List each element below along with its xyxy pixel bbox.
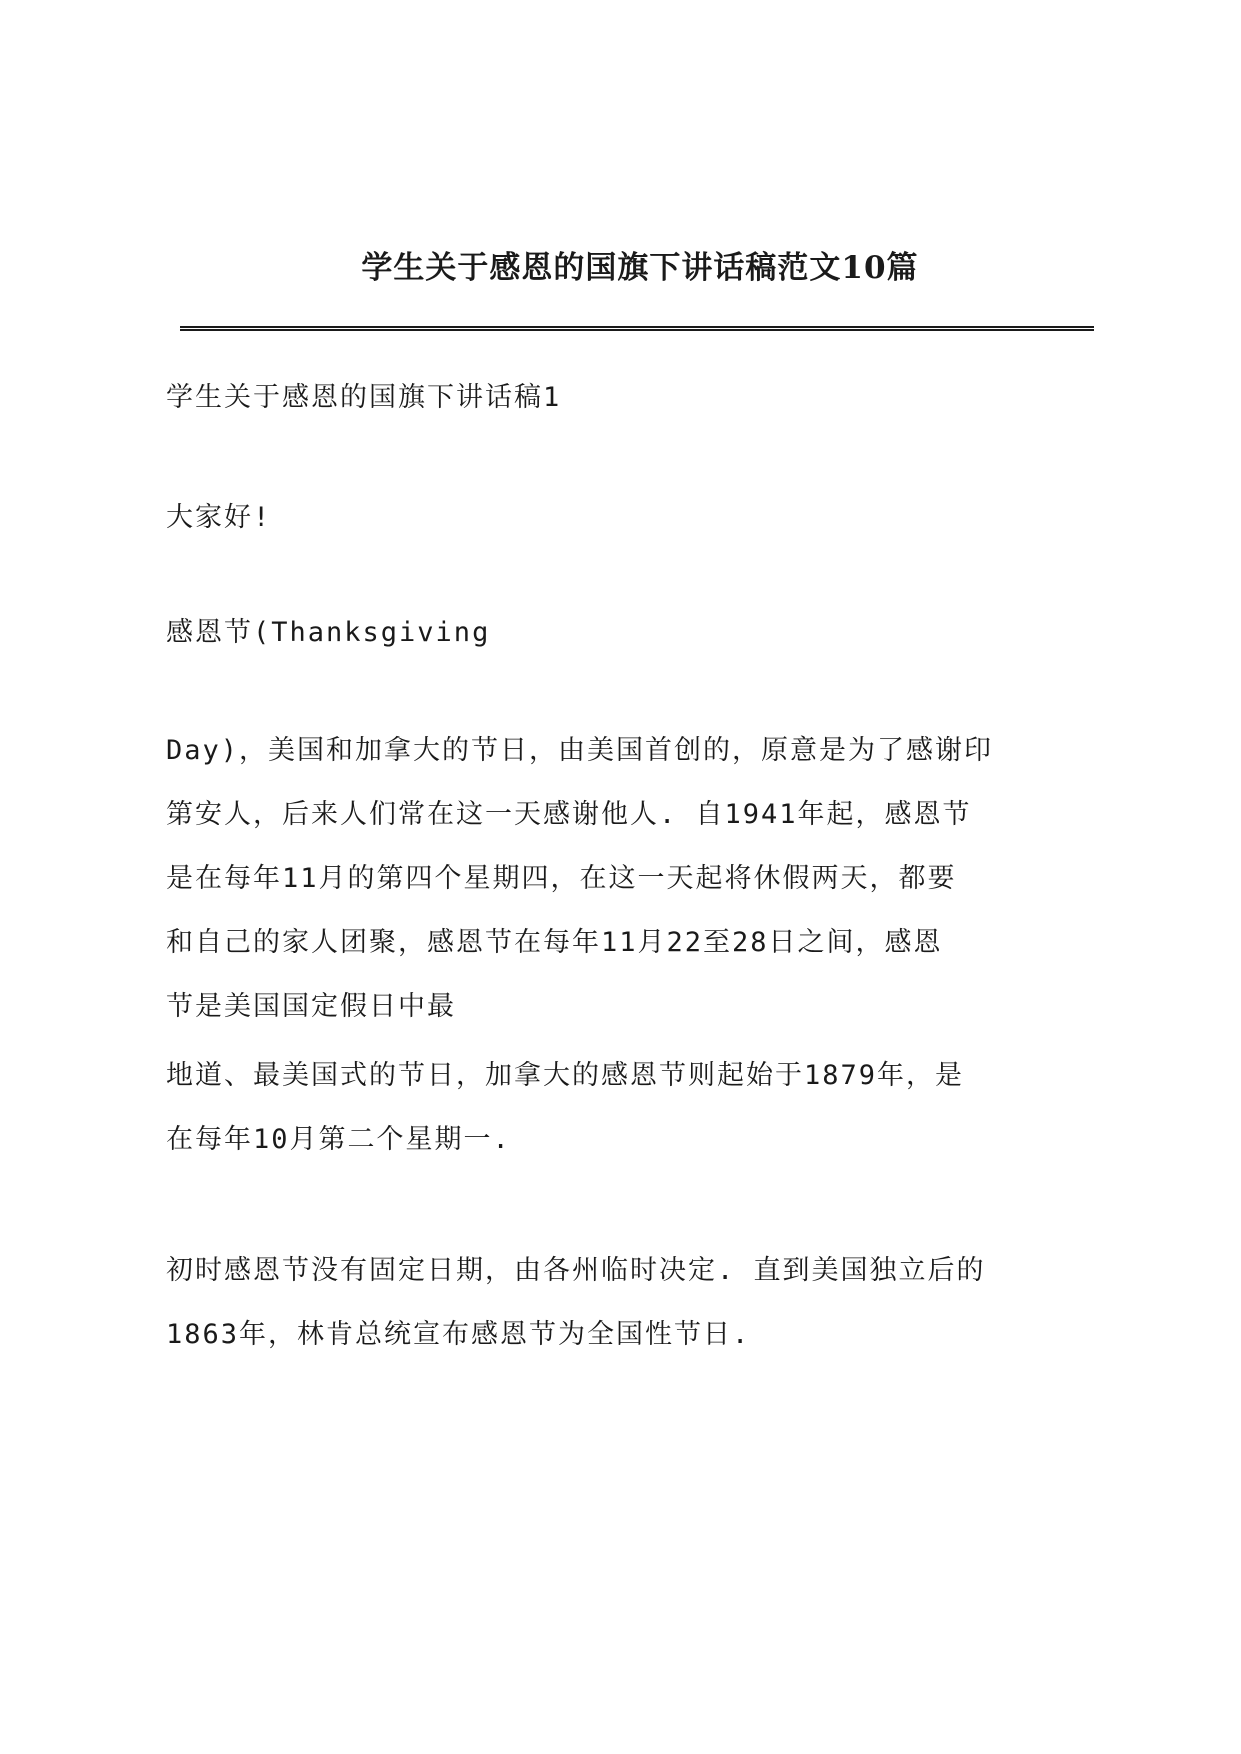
paragraph-line: 初时感恩节没有固定日期，由各州临时决定. 直到美国独立后的 [166,1255,986,1286]
paragraph-line: 在每年10月第二个星期一. [166,1124,511,1155]
paragraph-line: Day)，美国和加拿大的节日，由美国首创的，原意是为了感谢印 [166,735,994,766]
paragraph-line: 是在每年11月的第四个星期四，在这一天起将休假两天，都要 [166,863,957,894]
paragraph-line: 和自己的家人团聚，感恩节在每年11月22至28日之间，感恩 [166,927,943,958]
paragraph-3 [166,1044,1086,1172]
paragraph-2 [166,719,1086,1039]
document-title: 学生关于感恩的国旗下讲话稿范文10篇 [361,250,919,286]
title-double-rule [180,326,1094,331]
greeting [166,486,1086,550]
paragraph-line: 第安人，后来人们常在这一天感谢他人. 自1941年起，感恩节 [166,799,972,830]
paragraph-line: 节是美国国定假日中最 [166,991,456,1022]
section-heading [166,366,1086,430]
paragraph-1 [166,601,1086,665]
paragraph-line: 地道、最美国式的节日，加拿大的感恩节则起始于1879年，是 [166,1060,965,1091]
section-heading-text: 学生关于感恩的国旗下讲话稿1 [166,382,562,413]
greeting-text: 大家好! [166,502,272,533]
paragraph-line: 感恩节(Thanksgiving [166,617,491,648]
paragraph-line: 1863年，林肯总统宣布感恩节为全国性节日. [166,1319,751,1350]
paragraph-4 [166,1239,1086,1367]
